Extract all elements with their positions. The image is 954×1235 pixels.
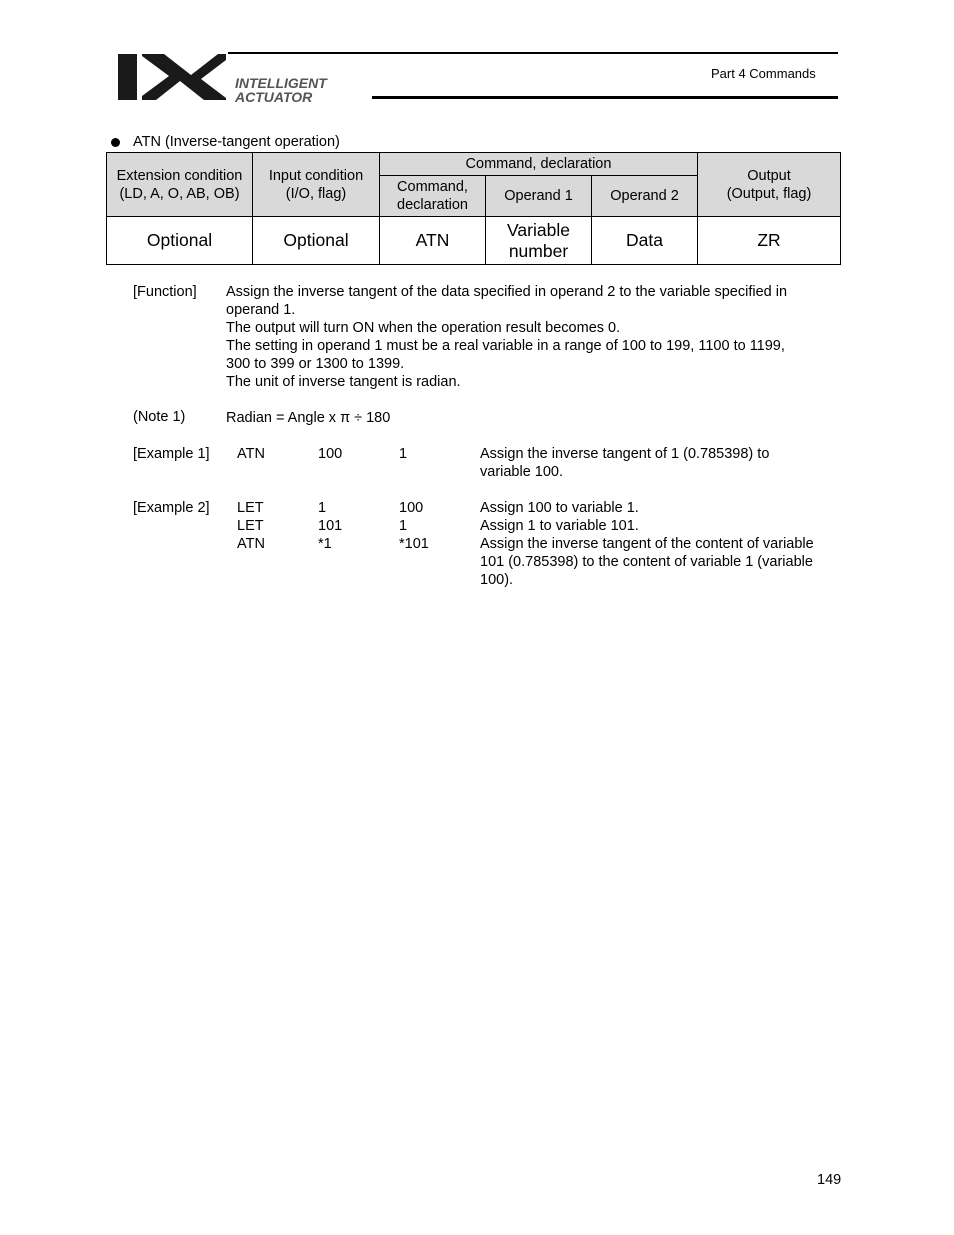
example2-cmd: LET xyxy=(237,518,264,534)
function-line: The output will turn ON when the operation result becomes 0. xyxy=(226,320,621,336)
header-rule-top xyxy=(228,52,838,54)
cell-input: Optional xyxy=(253,217,380,265)
function-line: The setting in operand 1 must be a real variable in a range of 100 to 199, 1100 to 1199, xyxy=(226,338,785,354)
company-logo xyxy=(114,52,396,104)
function-line: Assign the inverse tangent of the data specified in operand 2 to the variable specified in xyxy=(226,284,788,300)
note1-text: Radian = Angle x π ÷ 180 xyxy=(226,410,391,426)
page-number: 149 xyxy=(817,1172,842,1188)
example2-op2: 100 xyxy=(399,500,424,516)
header-operand2: Operand 2 xyxy=(592,176,698,217)
example2-desc-cont: 100). xyxy=(480,572,514,588)
header-operand1: Operand 1 xyxy=(486,176,592,217)
part-label: Part 4 Commands xyxy=(711,66,816,81)
header-command-group: Command, declaration xyxy=(380,153,698,176)
function-line: operand 1. xyxy=(226,302,296,318)
example1-desc-line2: variable 100. xyxy=(480,464,564,480)
example2-label: [Example 2] xyxy=(133,500,210,516)
function-text xyxy=(226,283,838,391)
example2-desc: Assign 1 to variable 101. xyxy=(480,518,639,534)
header-command: Command, declaration xyxy=(380,176,486,217)
cell-operand1: Variable number xyxy=(486,217,592,265)
function-label: [Function] xyxy=(133,284,197,300)
example2-desc: Assign 100 to variable 1. xyxy=(480,500,639,516)
cell-command: ATN xyxy=(380,217,486,265)
example2-cmd: LET xyxy=(237,500,264,516)
example2-op1: 1 xyxy=(318,500,327,516)
header-extension-condition: Extension condition (LD, A, O, AB, OB) xyxy=(107,153,253,217)
command-table xyxy=(106,152,841,265)
example1-label: [Example 1] xyxy=(133,446,210,462)
cell-output: ZR xyxy=(698,217,841,265)
example2-op2: *101 xyxy=(399,536,429,552)
example2-desc-cont: 101 (0.785398) to the content of variable 1 (variable xyxy=(480,554,813,570)
header-rule-bottom xyxy=(372,96,838,99)
bullet-icon xyxy=(111,138,120,147)
example1-cmd: ATN xyxy=(237,446,265,462)
example2-desc: Assign the inverse tangent of the content of variable xyxy=(480,536,814,552)
header-output: Output (Output, flag) xyxy=(698,153,841,217)
example1-op2: 1 xyxy=(399,446,408,462)
section-title: ATN (Inverse-tangent operation) xyxy=(133,134,340,150)
logo-line2: ACTUATOR xyxy=(235,89,313,104)
logo-line1: INTELLIGENT xyxy=(235,75,327,91)
example2-op2: 1 xyxy=(399,518,408,534)
header-input-condition: Input condition (I/O, flag) xyxy=(253,153,380,217)
example2-op1: *1 xyxy=(318,536,332,552)
function-line: 300 to 399 or 1300 to 1399. xyxy=(226,356,405,372)
function-line: The unit of inverse tangent is radian. xyxy=(226,374,461,390)
example2-cmd: ATN xyxy=(237,536,265,552)
note1-label: (Note 1) xyxy=(133,409,186,425)
example1-op1: 100 xyxy=(318,446,343,462)
example2-op1: 101 xyxy=(318,518,343,534)
example1-desc-line1: Assign the inverse tangent of 1 (0.785398) to xyxy=(480,446,770,462)
cell-operand2: Data xyxy=(592,217,698,265)
cell-extension: Optional xyxy=(107,217,253,265)
